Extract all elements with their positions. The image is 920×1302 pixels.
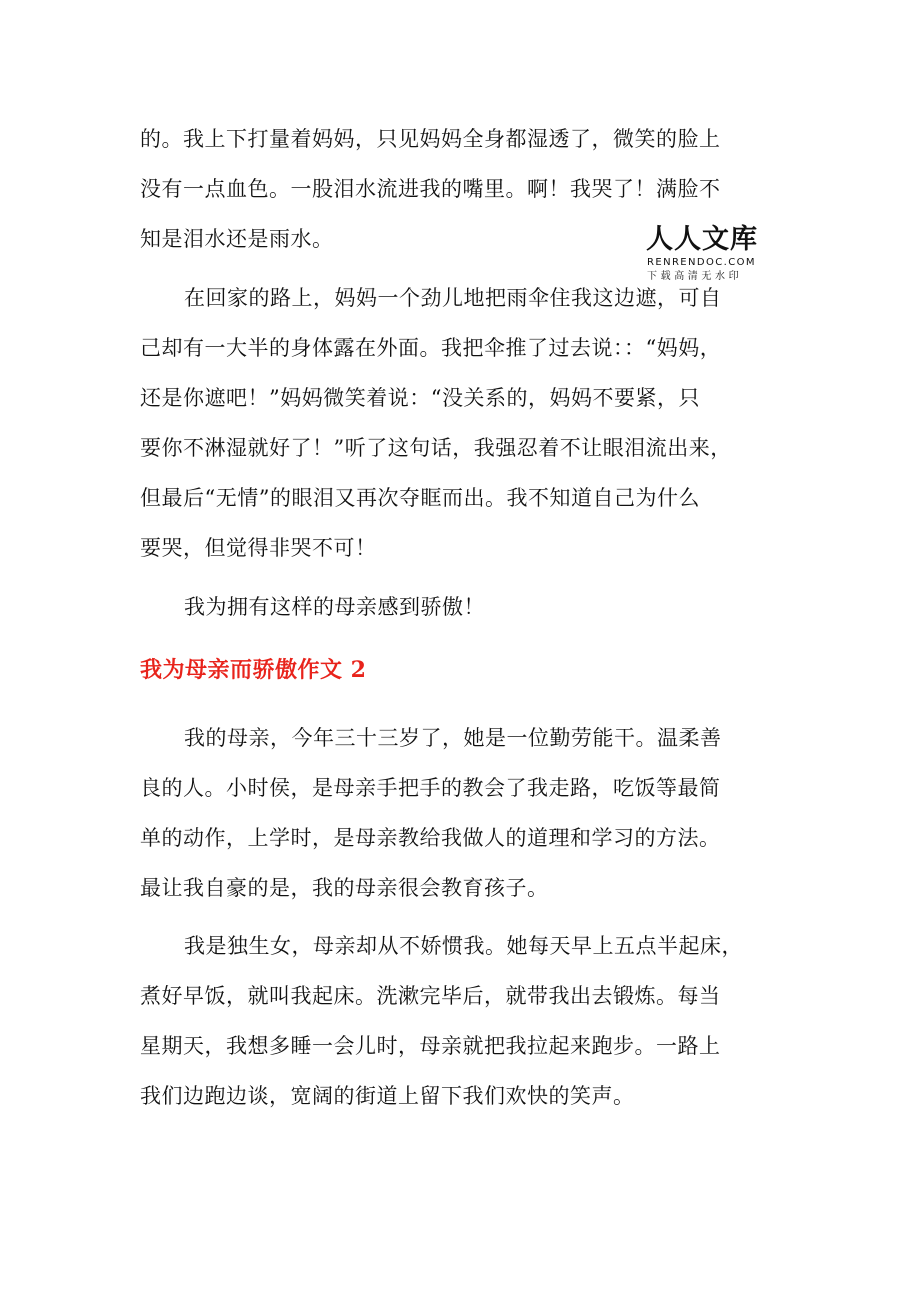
paragraph-line: 最让我自豪的是，我的母亲很会教育孩子。 (140, 876, 549, 900)
paragraph-5 (140, 921, 780, 1121)
paragraph-line: 煮好早饭，就叫我起床。洗漱完毕后，就带我出去锻炼。每当 (140, 984, 721, 1008)
paragraph-line: 要哭，但觉得非哭不可！ (140, 536, 377, 560)
paragraph-line: 在回家的路上，妈妈一个劲儿地把雨伞住我这边遮，可自 (184, 286, 722, 310)
paragraph-4 (140, 713, 780, 913)
paragraph-line: 我们边跑边谈，宽阔的街道上留下我们欢快的笑声。 (140, 1084, 635, 1108)
paragraph-line: 我为拥有这样的母亲感到骄傲！ (184, 595, 485, 619)
paragraph-line: 的。我上下打量着妈妈，只见妈妈全身都湿透了，微笑的脸上 (140, 127, 721, 151)
watermark-title: 人人文库 (646, 224, 758, 255)
paragraph-line: 但最后“无情”的眼泪又再次夺眶而出。我不知道自己为什么 (140, 486, 700, 510)
paragraph-line: 己却有一大半的身体露在外面。我把伞推了过去说：：“妈妈， (140, 336, 722, 360)
paragraph-line: 没有一点血色。一股泪水流进我的嘴里。啊！我哭了！满脸不 (140, 177, 721, 201)
paragraph-line: 我的母亲，今年三十三岁了，她是一位勤劳能干。温柔善 (184, 726, 722, 750)
section-heading: 我为母亲而骄傲作文 2 (140, 657, 367, 683)
paragraph-line: 知是泪水还是雨水。 (140, 227, 334, 251)
paragraph-line: 要你不淋湿就好了！”听了这句话，我强忍着不让眼泪流出来， (140, 436, 732, 460)
paragraph-line: 良的人。小时侯，是母亲手把手的教会了我走路，吃饭等最简 (140, 776, 721, 800)
paragraph-line: 我是独生女，母亲却从不娇惯我。她每天早上五点半起床， (184, 934, 743, 958)
paragraph-line: 单的动作，上学时，是母亲教给我做人的道理和学习的方法。 (140, 826, 721, 850)
paragraph-2 (140, 273, 780, 573)
watermark-subtitle: 下载高清无水印 (647, 271, 743, 282)
paragraph-line: 星期天，我想多睡一会儿时，母亲就把我拉起来跑步。一路上 (140, 1034, 721, 1058)
paragraph-3 (140, 582, 780, 632)
watermark-domain: RENRENDOC.COM (647, 257, 756, 268)
paragraph-line: 还是你遮吧！”妈妈微笑着说：“没关系的，妈妈不要紧，只 (140, 386, 700, 410)
